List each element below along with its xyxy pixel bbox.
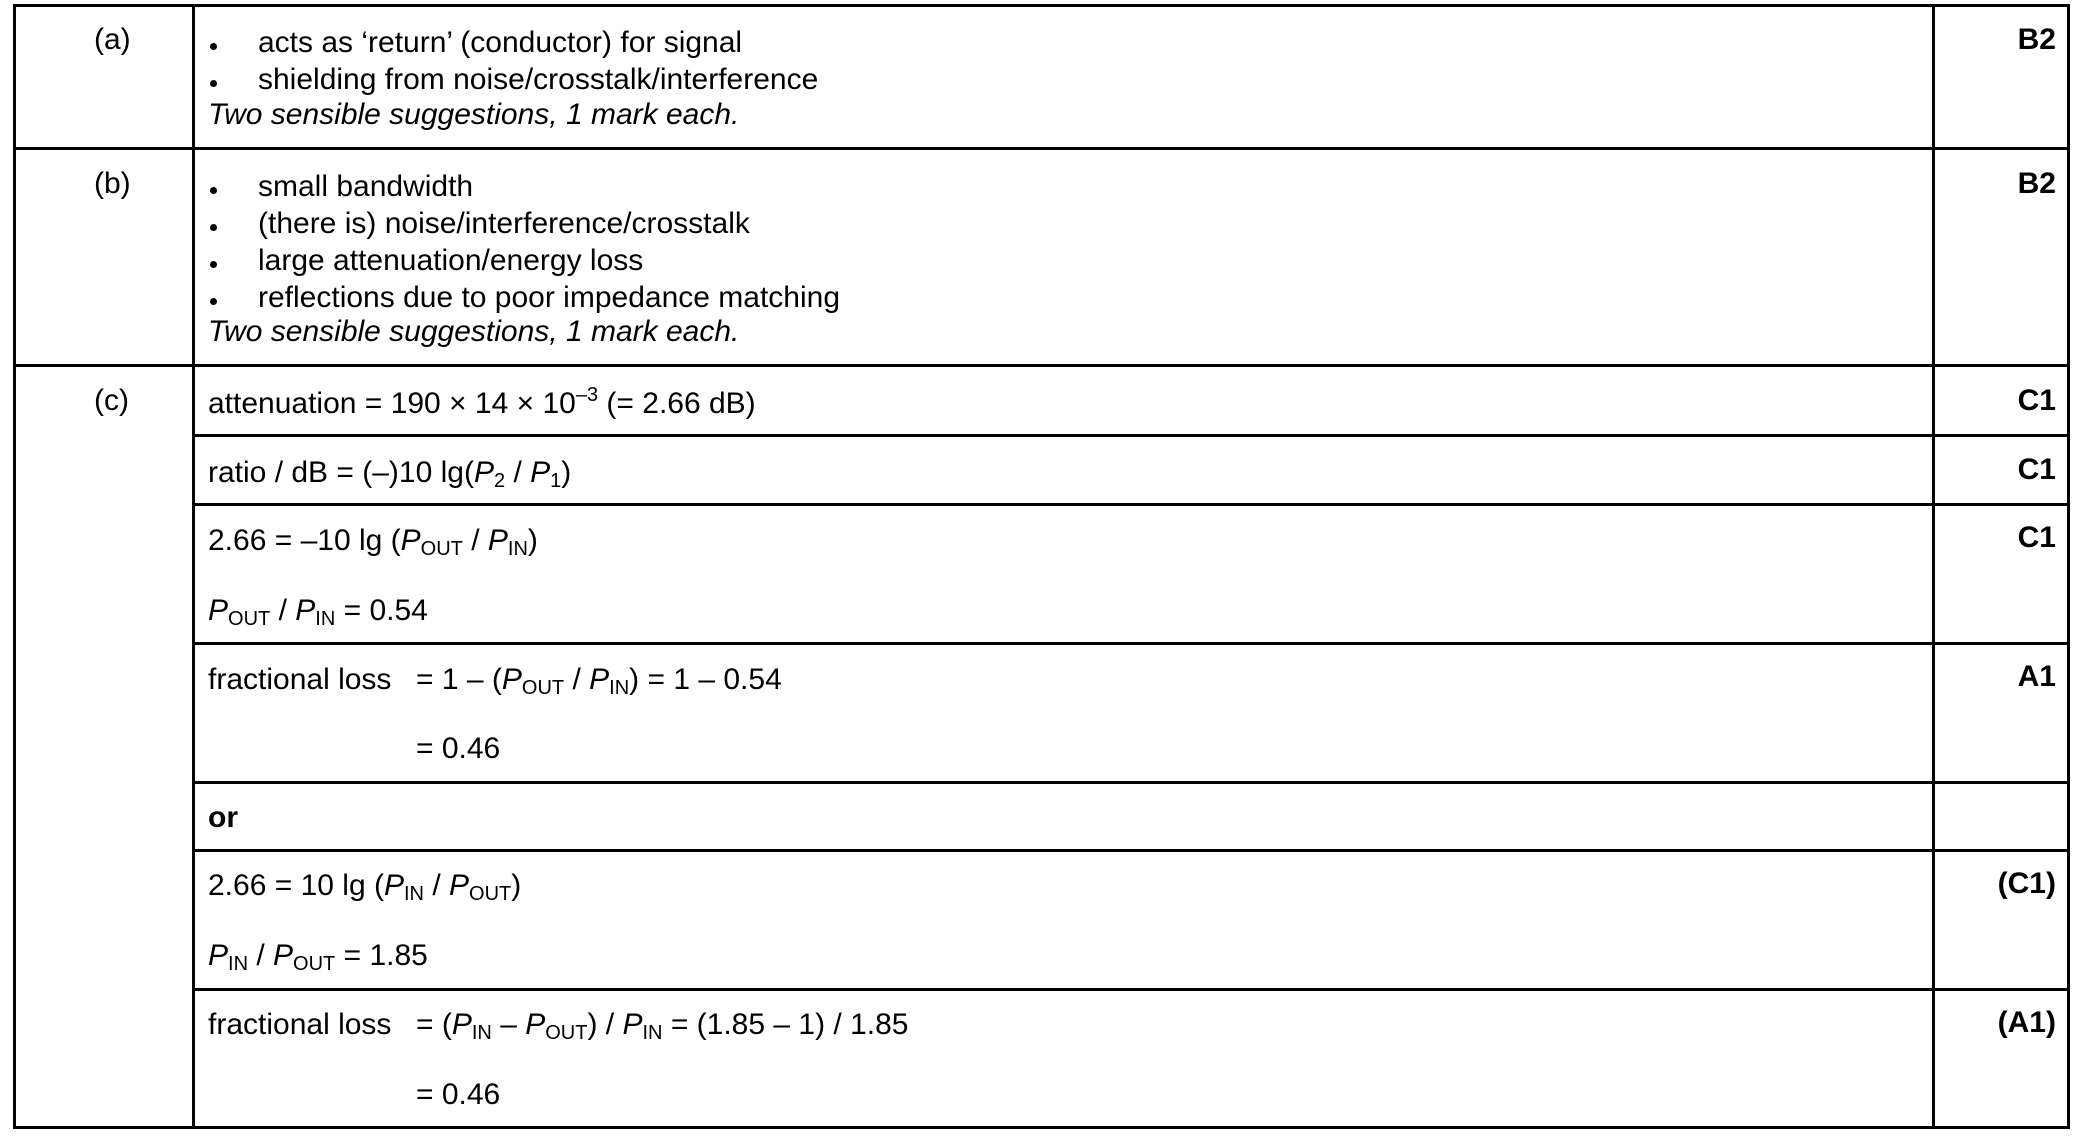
table-rule <box>13 1126 2070 1129</box>
table-rule <box>192 503 2070 506</box>
answer-bullet: reflections due to poor impedance matching <box>258 281 841 314</box>
table-rule <box>13 147 2070 150</box>
alt-power-ratio-result: $P_{IN} / P_{OUT} = 1.85$ <box>208 939 428 975</box>
mark-cell: C1 <box>2017 384 2056 417</box>
or-label: or <box>208 801 238 834</box>
bullet-icon <box>210 224 217 231</box>
part-label-c: (c) <box>94 384 129 417</box>
alt-power-ratio-equation: 2.66 = 10 $\lg (P_{IN} / P_{OUT})$ <box>208 869 522 905</box>
table-rule <box>13 364 2070 367</box>
mark-cell: B2 <box>2017 167 2056 200</box>
fractional-loss-equation: = $1 - (P_{OUT} / P_{IN}) = 1 - 0.54$ <box>416 663 782 699</box>
table-rule <box>2067 4 2070 1129</box>
mark-cell: A1 <box>2017 660 2056 693</box>
answer-bullet: shielding from noise/crosstalk/interference <box>258 63 819 96</box>
power-ratio-result: $P_{OUT} / P_{IN} = 0.54$ <box>208 594 428 630</box>
bullet-icon <box>210 261 217 268</box>
bullet-icon <box>210 80 217 87</box>
fractional-loss-label: fractional loss <box>208 663 392 696</box>
bullet-icon <box>210 298 217 305</box>
answer-bullet: acts as ‘return’ (conductor) for signal <box>258 26 743 59</box>
part-label-a: (a) <box>94 23 131 56</box>
answer-bullet: large attenuation/energy loss <box>258 244 644 277</box>
table-rule <box>192 781 2070 784</box>
marking-note: Two sensible suggestions, 1 mark each. <box>208 98 740 131</box>
answer-bullet: (there is) noise/interference/crosstalk <box>258 207 750 240</box>
bullet-icon <box>210 187 217 194</box>
bullet-icon <box>210 43 217 50</box>
table-rule <box>192 434 2070 437</box>
mark-cell: C1 <box>2017 521 2056 554</box>
answer-bullet: small bandwidth <box>258 170 474 203</box>
mark-cell: (A1) <box>1997 1006 2056 1039</box>
table-rule <box>13 4 2070 7</box>
table-rule <box>1932 4 1935 1129</box>
alt-fractional-loss-equation: = $(P_{IN} - P_{OUT}) / P_{IN} = (1.85 - 1) / 1.85$ <box>416 1008 909 1044</box>
alt-fractional-loss-label: fractional loss <box>208 1008 392 1041</box>
part-label-b: (b) <box>94 167 131 200</box>
fractional-loss-result: = 0.46 <box>416 732 501 765</box>
mark-cell: B2 <box>2017 23 2056 56</box>
marking-note: Two sensible suggestions, 1 mark each. <box>208 315 740 348</box>
table-rule <box>13 4 16 1129</box>
alt-fractional-loss-result: = 0.46 <box>416 1078 501 1111</box>
power-ratio-equation: 2.66 = –10 $\lg (P_{OUT} / P_{IN})$ <box>208 524 538 560</box>
table-rule <box>192 4 195 1129</box>
mark-cell: C1 <box>2017 453 2056 486</box>
mark-cell: (C1) <box>1997 867 2056 900</box>
table-rule <box>192 849 2070 852</box>
attenuation-equation: attenuation = $190 \times 14 \times 10^{-3}$ (= 2.66 dB) <box>208 384 756 420</box>
ratio-definition: ratio / dB = (–)10 $\lg(P_2 / P_1)$ <box>208 456 572 492</box>
table-rule <box>192 988 2070 991</box>
table-rule <box>192 642 2070 645</box>
